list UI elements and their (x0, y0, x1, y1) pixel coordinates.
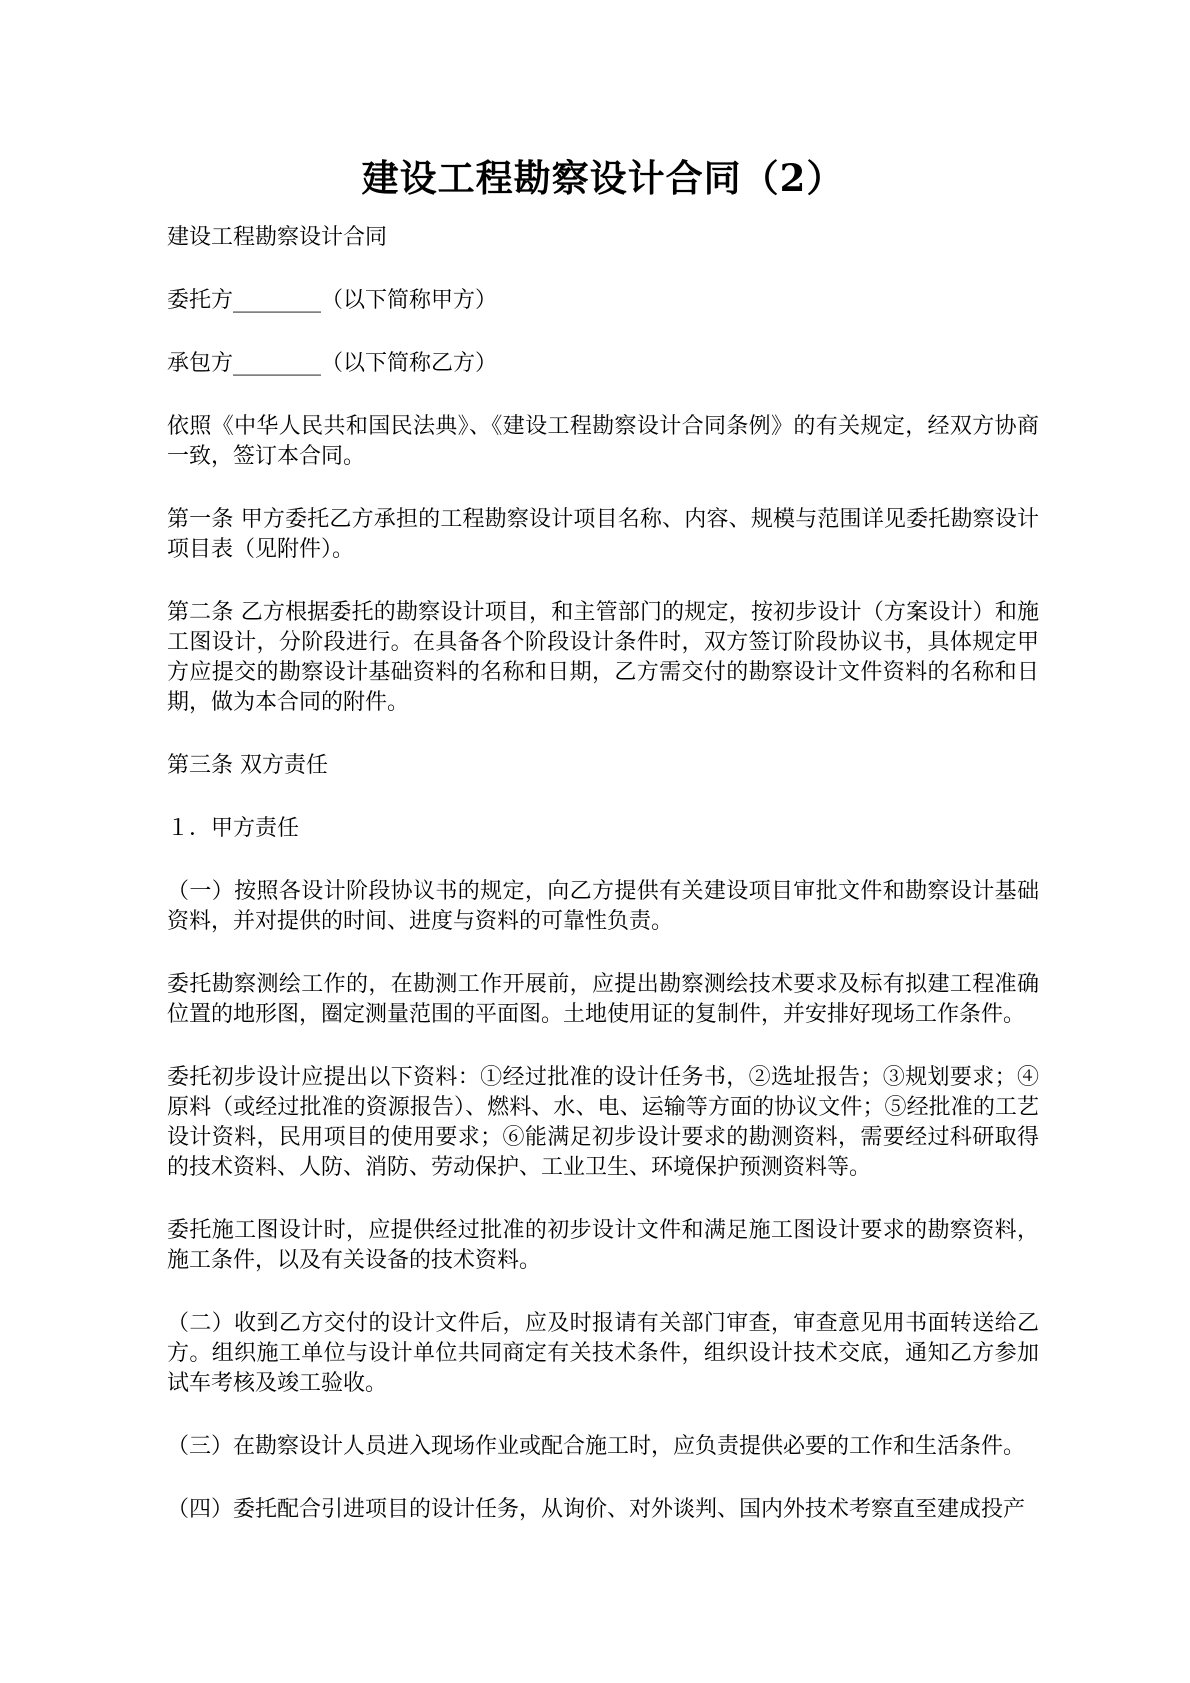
clause-4-paragraph: （四）委托配合引进项目的设计任务，从询价、对外谈判、国内外技术考察直至建成投产 (167, 1497, 1026, 1522)
survey-mapping-paragraph: 委托勘察测绘工作的，在勘测工作开展前，应提出勘察测绘技术要求及标有拟建工程准确位置的地形图，圈定测量范围的平面图。土地使用证的复制件，并安排好现场工作条件。 (167, 972, 1039, 1027)
contract-subtitle: 建设工程勘察设计合同 (167, 225, 388, 250)
party-b-blank-line: 承包方________（以下简称乙方） (167, 351, 498, 376)
clause-3-paragraph: （三）在勘察设计人员进入现场作业或配合施工时，应负责提供必要的工作和生活条件。 (167, 1434, 1026, 1459)
preliminary-design-materials-paragraph: 委托初步设计应提出以下资料：①经过批准的设计任务书，②选址报告；③规划要求；④原料（或经过批准的资源报告）、燃料、水、电、运输等方面的协议文件；⑤经批准的工艺设计资料，民用项目的使用要求；⑥能满足初步设计要求的勘测资料，需要经过科研取得的技术资料、人防、消防、劳动保护、工业卫生、环境保护预测资料等。 (167, 1065, 1039, 1180)
clause-2-paragraph: （二）收到乙方交付的设计文件后，应及时报请有关部门审查，审查意见用书面转送给乙方。组织施工单位与设计单位共同商定有关技术条件，组织设计技术交底，通知乙方参加试车考核及竣工验收。 (167, 1311, 1039, 1396)
article-2-paragraph: 第二条 乙方根据委托的勘察设计项目，和主管部门的规定，按初步设计（方案设计）和施工图设计，分阶段进行。在具备各个阶段设计条件时，双方签订阶段协议书，具体规定甲方应提交的勘察设计基础资料的名称和日期，乙方需交付的勘察设计文件资料的名称和日期，做为本合同的附件。 (167, 600, 1039, 715)
article-1-paragraph: 第一条 甲方委托乙方承担的工程勘察设计项目名称、内容、规模与范围详见委托勘察设计项目表（见附件）。 (167, 507, 1039, 562)
party-a-responsibility-heading: １．甲方责任 (167, 816, 300, 841)
article-3-heading: 第三条 双方责任 (167, 753, 328, 778)
party-a-blank-line: 委托方________（以下简称甲方） (167, 288, 498, 313)
construction-drawing-paragraph: 委托施工图设计时，应提供经过批准的初步设计文件和满足施工图设计要求的勘察资料，施工条件，以及有关设备的技术资料。 (167, 1218, 1039, 1273)
document-title: 建设工程勘察设计合同（2） (361, 156, 845, 200)
preamble-paragraph: 依照《中华人民共和国民法典》、《建设工程勘察设计合同条例》的有关规定，经双方协商一致，签订本合同。 (167, 414, 1039, 469)
clause-1-paragraph: （一）按照各设计阶段协议书的规定，向乙方提供有关建设项目审批文件和勘察设计基础资料，并对提供的时间、进度与资料的可靠性负责。 (167, 879, 1039, 934)
